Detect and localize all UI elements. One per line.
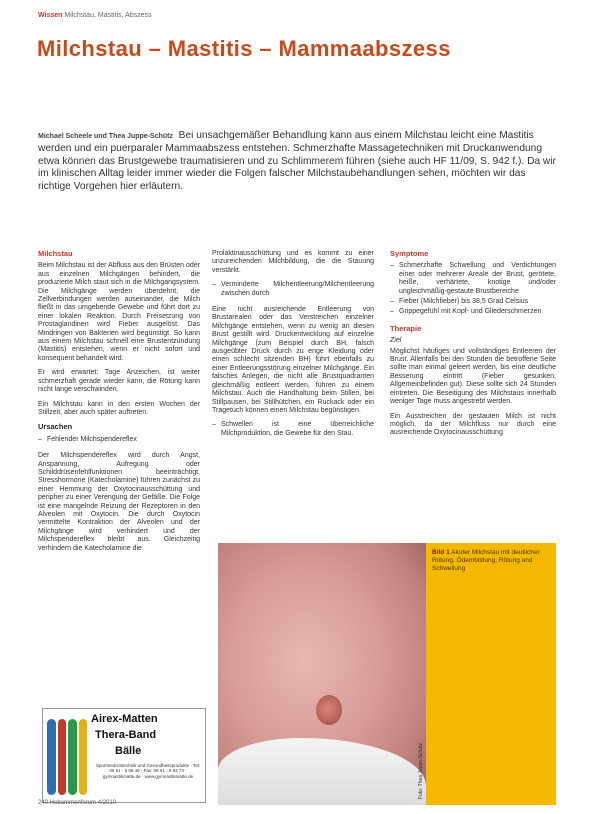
column-2	[212, 250, 374, 446]
caption-box	[426, 543, 556, 805]
list-item: – Grippegefühl mit Kopf- und Gliederschmerzen	[390, 308, 556, 316]
section-topics: Milchstau, Mastitis, Abszess	[64, 12, 152, 19]
caption-label: Bild 1	[432, 549, 450, 556]
paragraph: Er wird erwartet: Tage Anzeichen, ist weiter schmerzhaft gerade wieder kann, die Rötung kann nicht lange verschwinden.	[38, 369, 200, 394]
article-title: Milchstau – Mastitis – Mammaabszess	[37, 36, 451, 61]
section-tag	[38, 12, 152, 19]
ad-line: Airex-Matten	[91, 713, 158, 725]
list	[212, 421, 374, 438]
heading-therapie: Therapie	[390, 323, 422, 333]
paragraph: Eine nicht ausreichende Entleerung von Brustarealen oder das Verstreichen einzelner Milchgänge entstehen, wenn zu wenig an diesen Brust gestillt wird. Druckentwicklung auf einzelne Milchgänge (zum Beispiel durch BH, falsch ausgeübter Druck durch zu enge Kleidung oder einen schlecht sitzenden BH) führt ebenfalls zu einer Entleerungsstörung einzelner Milchgänge. Ein falsches Anlegen, die nicht alle Brustquadranten gleichmäßig entleert werden, führen zu einem Milchstau. Auch die Handhaltung beim Stillen, bei Stillpausen, bei Stillhütchen, ein Ruckack oder ein Tragetuch können einen Milchstau begünstigen.	[212, 306, 374, 414]
page-footer: 240 Hebammenforum 4/2010	[38, 800, 117, 806]
section-label: Wissen	[38, 12, 63, 19]
list-item: – Fieber (Milchfieber) bis 38,5 Grad Celsius	[390, 298, 556, 306]
list-item: – Schmerzhafte Schwellung und Verdichtungen einer oder mehrerer Areale der Brust, gerötete, heiße, verhärtete, knotige und/oder ungleichmäßig-gestaute Brustbereiche	[390, 262, 556, 296]
ad-line: Thera-Band	[95, 729, 157, 741]
paragraph: Ein Ausstreichen der gestauten Milch ist nicht möglich, da der Milchfluss nur durch eine ausreichende Oxytocinausschüttung	[390, 412, 556, 437]
heading-symptome: Symptome	[390, 249, 429, 258]
column-1	[38, 250, 200, 559]
list-item: – Fehlender Milchspendereflex	[38, 436, 200, 444]
photo-detail	[316, 695, 342, 725]
list	[390, 262, 556, 316]
list-item: – Schwellen ist eine überreichliche Milchproduktion, die Gewebe für den Stau.	[212, 421, 374, 438]
paragraph: Beim Milchstau ist der Abfluss aus den Brüsten oder aus einzelnen Milchgängen behindert, die produzierte Milch staut sich in die Milchgangsystem. Die Milchgänge werden überdehnt, die Zellverbindungen werden auseinander, die Milch fließt in das umgebende Gewebe und führt dort zu einer lokalen Reaktion. Durch Freisetzung von Prostaglandinen wird Fieber ausgelöst. Das Mindringen von Bakterien wird begünstigt. So kann aus einem Milchstau schnell eine Brustentzündung (Mastitis) entstehen, wenn er nicht sofort und konsequent behandelt wird.	[38, 262, 200, 362]
list	[38, 436, 200, 444]
paragraph: Ein Milchstau kann in den ersten Wochen der Stillzeit, aber auch später auftreten.	[38, 400, 200, 416]
mat-icon	[68, 719, 77, 795]
subheading-ziel: Ziel	[390, 337, 402, 345]
lead-text: Bei unsachgemäßer Behandlung kann aus einem Milchstau leicht eine Mastitis werden und ein puerparaler Mammaabszess entstehen. Schmerzhafte Massagetechniken mit Druckanwendung etwa können das Brustgewebe traumatisieren und zu Schlimmerem führen (siehe auch HF 11/09, S. 942 f.). Da wir im klinischen Alltag leider immer wieder die Folgen falscher Milchstaubehandlungen sehen, möchten wir das richtige Vorgehen hier erläutern.	[38, 130, 556, 192]
paragraph: Möglichst häufiges und vollständiges Entleeren der Brust. Allenfalls bei den Stunden die betroffene Seite sollte man einmal geleert werden, bis eine deutliche Besserung eintritt (Fieber gesunken, Allgemeinbefinden gut). Diese sollte sich 24 Stunden eintreten. Die Beseitigung des Milchstaus innerhalb weniger Tage muss angestrebt werden.	[390, 347, 556, 406]
ad-line: Bälle	[115, 745, 142, 757]
list-item: – Verminderte Milchentleerung/Milchentleerung zwischen durch	[212, 281, 374, 298]
advertisement[interactable]	[42, 708, 206, 803]
lead-paragraph	[38, 130, 556, 193]
caption	[432, 549, 550, 573]
list	[212, 281, 374, 298]
ad-details: Sportmedizintechnik und Gesundheitsprodukte · Tel: 06 61 - 5 89 49 · Fax: 06 61 - 5 83 73 · gymnastikmatte.de · www.gymnastikmatte.de	[95, 763, 201, 779]
authors: Michael Scheele und Thea Juppe-Schütz	[38, 133, 173, 140]
breast-photo	[218, 543, 426, 805]
heading-ursachen: Ursachen	[38, 422, 73, 432]
photo-detail	[218, 738, 426, 805]
photo-credit: Foto: Thea Juppe-Schütz	[418, 742, 424, 799]
paragraph: Der Milchspendereflex wird durch Angst, Anspannung, Aufregung oder Schilddrüsenfehlfunktionen beeinträchtigt. Stresshormone (Katecholamine) führen zunächst zu einer Hemmung der Oxytocinausschüttung und peripher zu einer Verengung der Gefäße. Die Folge ist eine mangelnde Reizung der Rezeptoren in den Alveolen mit Oxytocin. Die durch Oxytocin vermittelte Kontraktion der Alveolen und der Milchgänge wird verhindert und der Milchspendereflex bleibt aus. Gleichzeitig verhindern die Katecholamine die	[38, 452, 200, 552]
mat-icon	[58, 719, 67, 795]
column-3	[390, 250, 556, 444]
mat-icon	[79, 719, 88, 795]
caption-text: Akuter Milchstau mit deutlicher Rötung. Ödembildung, Rötung und Schwellung	[432, 549, 540, 572]
heading-milchstau: Milchstau	[38, 249, 73, 258]
paragraph: Prolaktinausschüttung und es kommt zu einer unzureichenden Milchbildung, die die Stauung verstärkt.	[212, 250, 374, 274]
mats-illustration	[47, 719, 87, 795]
mat-icon	[47, 719, 56, 795]
